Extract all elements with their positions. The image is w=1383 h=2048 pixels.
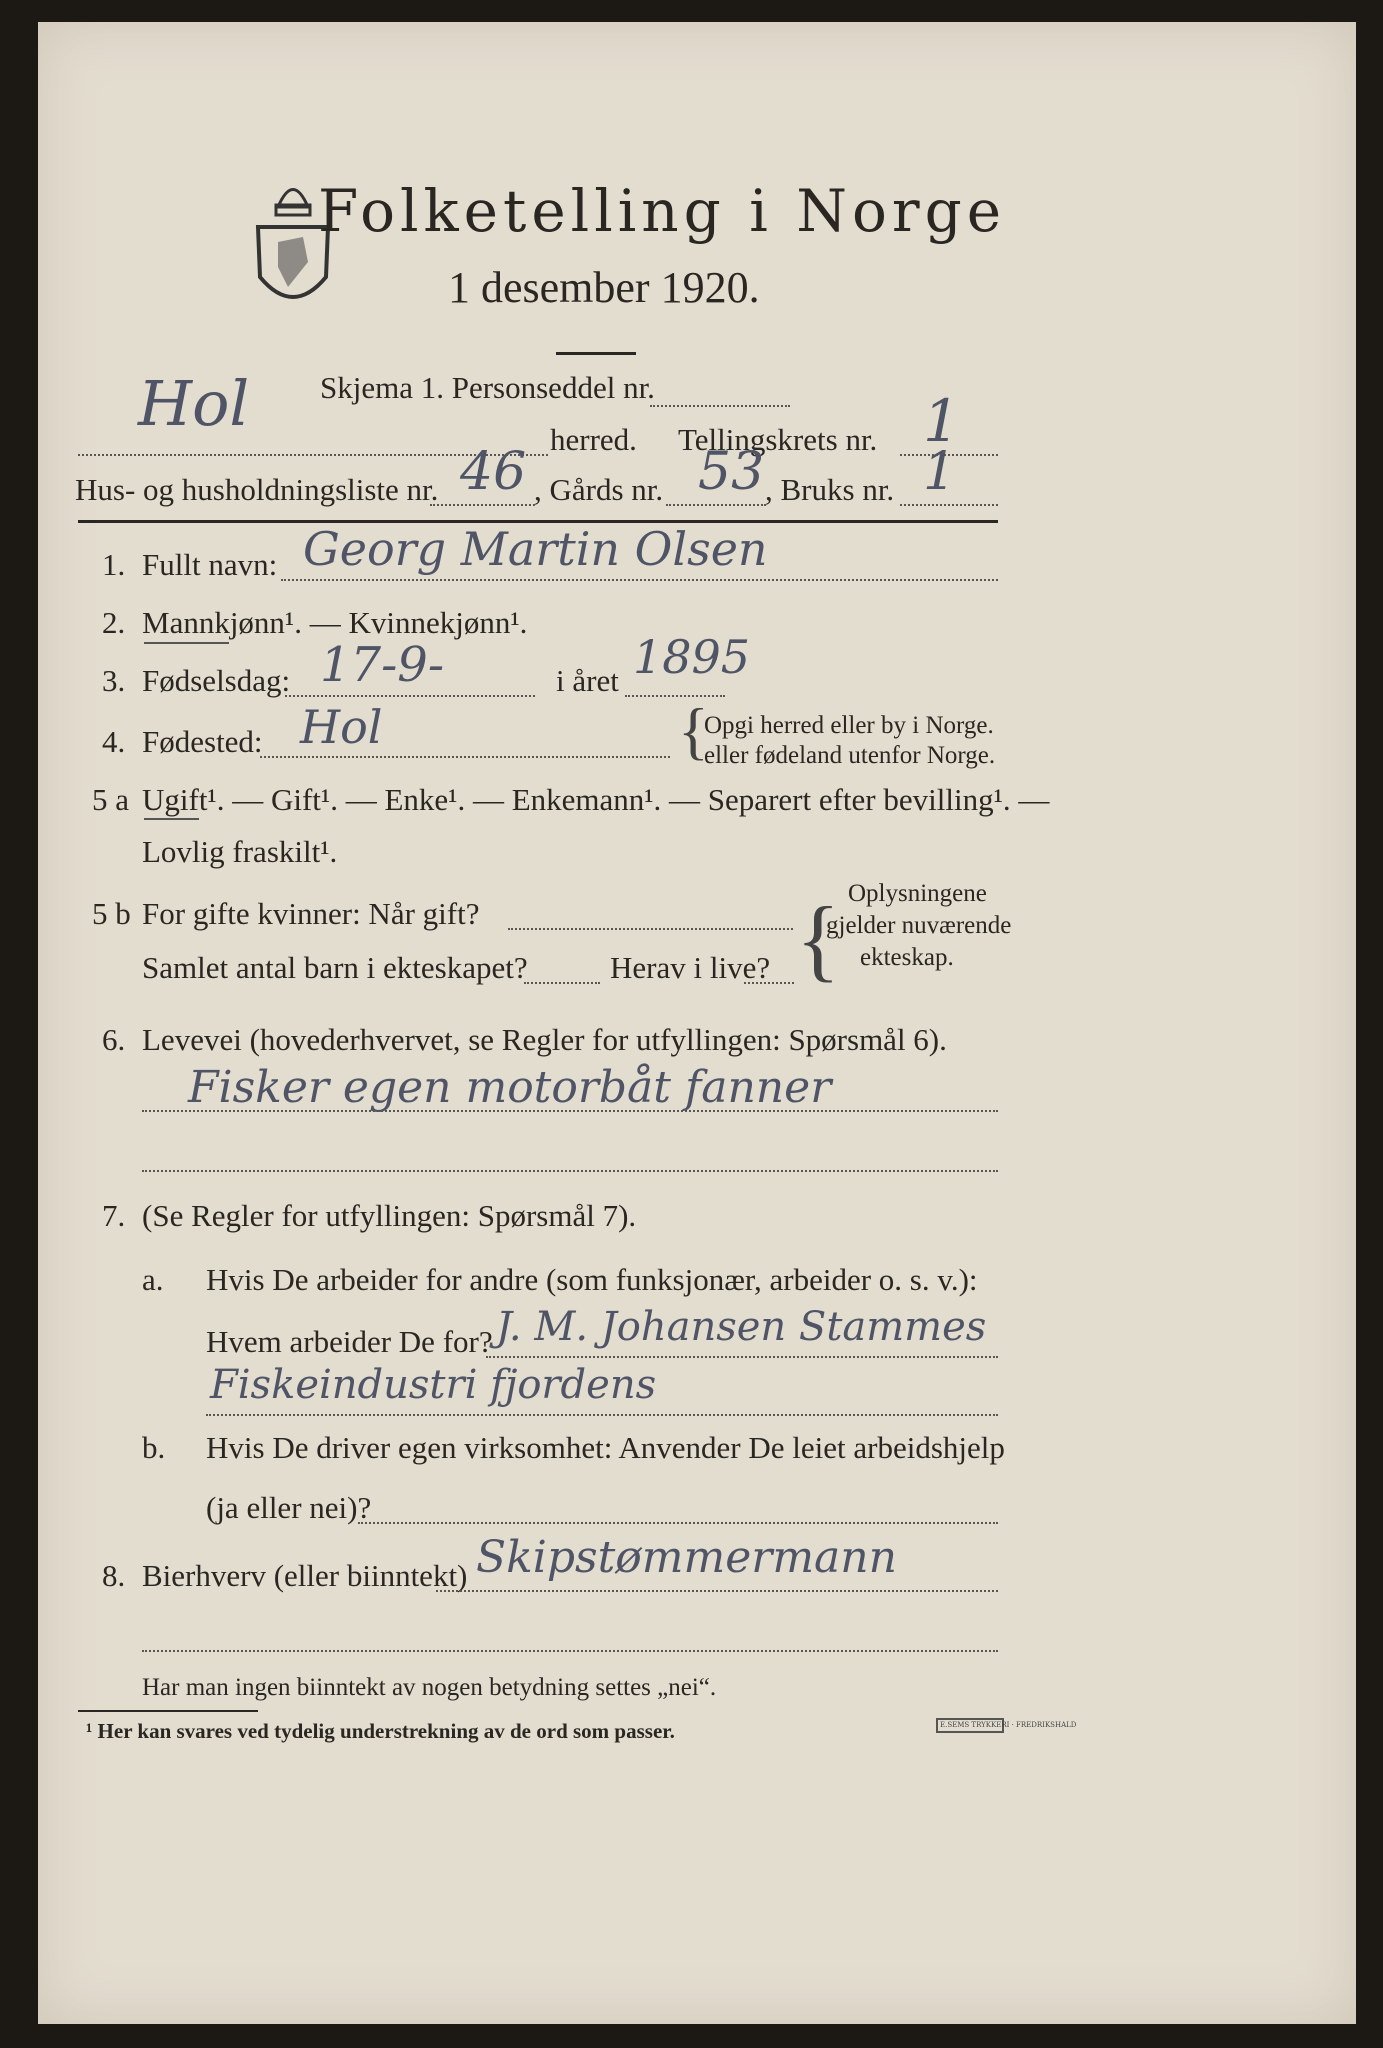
q5b-note-line3: ekteskap. [860, 944, 954, 971]
full-name-value: Georg Martin Olsen [303, 522, 768, 576]
birth-year-value: 1895 [633, 630, 751, 684]
q5b-brace: { [796, 888, 841, 990]
q5a-number: 5 a [92, 782, 130, 817]
side-income-field-line2[interactable] [142, 1650, 998, 1652]
birthplace-value: Hol [300, 700, 383, 754]
q8-label: Bierhverv (eller biinntekt) [142, 1558, 468, 1593]
herred-label: herred. [550, 422, 637, 457]
q8-number: 8. [102, 1558, 126, 1593]
q6-label: Levevei (hovederhvervet, se Regler for utfyllingen: Spørsmål 6). [142, 1022, 947, 1057]
q5b-label-line3: Herav i live? [610, 950, 771, 985]
hired-help-field[interactable] [358, 1522, 998, 1524]
q5a-label-line2: Lovlig fraskilt¹. [142, 834, 338, 869]
birthplace-field[interactable] [260, 756, 670, 758]
occupation-value: Fisker egen motorbåt fanner [188, 1062, 832, 1113]
hus-value: 46 [460, 442, 527, 502]
q7b-label-line2: (ja eller nei)? [206, 1490, 372, 1525]
q3-number: 3. [102, 663, 126, 698]
q1-label: Fullt navn: [142, 547, 278, 582]
married-date-field[interactable] [508, 928, 793, 930]
employer-field-line2[interactable] [206, 1414, 998, 1416]
side-income-field[interactable] [436, 1590, 998, 1592]
q7-number: 7. [102, 1198, 126, 1233]
employer-field[interactable] [486, 1356, 998, 1358]
q4-note-line2: eller fødeland utenfor Norge. [704, 742, 996, 769]
title-divider [556, 352, 636, 355]
birth-year-field[interactable] [625, 695, 725, 697]
tellingskrets-label: Tellingskrets nr. [678, 422, 878, 457]
q2-label: Mannkjønn¹. — Kvinnekjønn¹. [142, 605, 528, 640]
full-name-field[interactable] [281, 579, 998, 581]
gards-label: , Gårds nr. [534, 472, 664, 507]
q7b-label: Hvis De driver egen virksomhet: Anvender De leiet arbeidshjelp [206, 1430, 1005, 1465]
ugift-underline [144, 818, 199, 820]
q4-label: Fødested: [142, 724, 263, 759]
employer-value-line2: Fiskeindustri fjordens [210, 1362, 657, 1408]
q5b-label: For gifte kvinner: Når gift? [142, 896, 480, 931]
no-income-note: Har man ingen biinntekt av nogen betydning settes „nei“. [142, 1674, 717, 1701]
q7b-letter: b. [142, 1430, 166, 1465]
bruks-label: , Bruks nr. [765, 472, 895, 507]
q4-brace: { [678, 695, 709, 766]
hus-field[interactable] [430, 504, 535, 506]
q7a-label: Hvis De arbeider for andre (som funksjonær, arbeider o. s. v.): [206, 1262, 978, 1297]
mannkjonn-underline [144, 642, 229, 644]
q5b-label-line2: Samlet antal barn i ekteskapet? [142, 950, 528, 985]
birthday-value: 17-9- [320, 637, 445, 693]
employer-value: J. M. Johansen Stammes [496, 1304, 987, 1350]
q7-label: (Se Regler for utfyllingen: Spørsmål 7). [142, 1198, 637, 1233]
q5b-note-line1: Oplysningene [848, 880, 987, 907]
census-date: 1 desember 1920. [448, 263, 760, 312]
hus-label: Hus- og husholdningsliste nr. [75, 472, 439, 507]
q5b-number: 5 b [92, 896, 131, 931]
q7a-letter: a. [142, 1262, 164, 1297]
children-alive-field[interactable] [744, 982, 794, 984]
q1-number: 1. [102, 547, 126, 582]
side-income-value: Skipstømmermann [476, 1532, 897, 1583]
bruks-value: 1 [923, 442, 957, 502]
children-count-field[interactable] [524, 982, 600, 984]
occupation-field-line2[interactable] [142, 1170, 998, 1172]
herred-value: Hol [138, 367, 250, 440]
q4-number: 4. [102, 724, 126, 759]
form-title: Folketelling i Norge [318, 177, 1007, 245]
q5b-note-line2: gjelder nuværende [826, 912, 1012, 939]
q3-year-label: i året [556, 663, 619, 698]
gards-field[interactable] [666, 504, 766, 506]
tellingskrets-value: 1 [923, 387, 960, 455]
q5a-label: Ugift¹. — Gift¹. — Enke¹. — Enkemann¹. — Separert efter bevilling¹. — [142, 782, 1050, 817]
personseddel-field[interactable] [650, 405, 790, 407]
q4-note-line1: Opgi herred eller by i Norge. [704, 712, 994, 739]
gards-value: 53 [698, 442, 765, 502]
printer-stamp: E.SEMS TRYKKERI · FREDRIKSHALD [936, 1718, 1004, 1733]
q2-number: 2. [102, 605, 126, 640]
birthday-field[interactable] [285, 695, 535, 697]
skjema-label: Skjema 1. Personseddel nr. [320, 370, 655, 405]
census-form [38, 22, 1356, 2024]
bruks-field[interactable] [900, 504, 998, 506]
footnote: ¹ Her kan svares ved tydelig understrekning av de ord som passer. [86, 1719, 675, 1743]
q7a-label-line2: Hvem arbeider De for? [206, 1324, 493, 1359]
q3-label: Fødselsdag: [142, 663, 291, 698]
q6-number: 6. [102, 1022, 126, 1057]
footnote-divider [78, 1710, 258, 1712]
